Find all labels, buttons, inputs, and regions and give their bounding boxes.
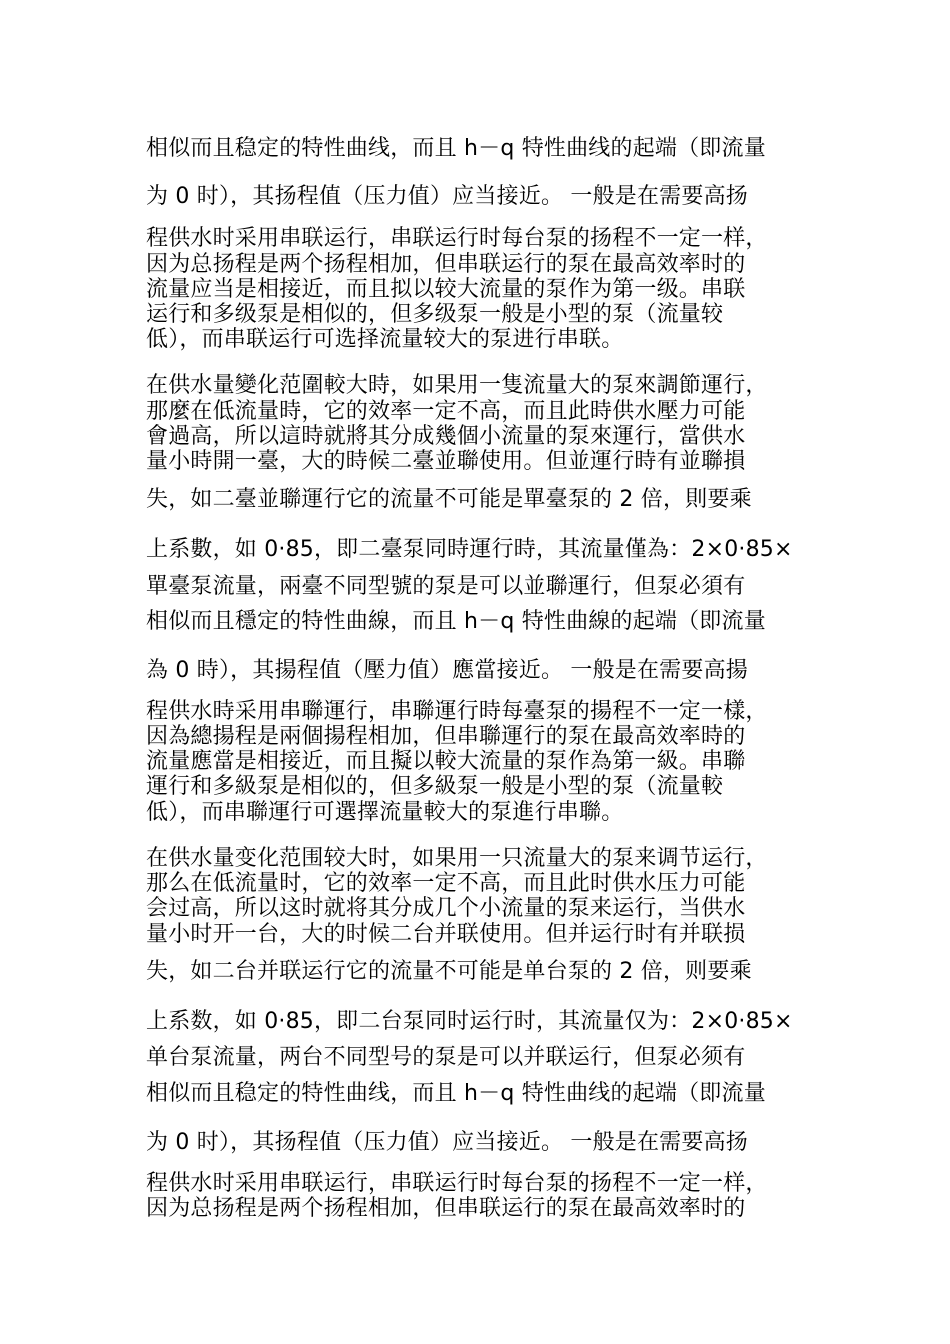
text-line: 程供水时采用串联运行，串联运行时每台泵的扬程不一定一样，	[146, 226, 768, 251]
text-line: 低），而串聯運行可選擇流量較大的泵進行串聯。	[146, 800, 624, 825]
text-line: 程供水時采用串聯運行，串聯運行時每臺泵的揚程不一定一樣，	[146, 699, 768, 724]
text-line: 流量應當是相接近，而且擬以較大流量的泵作為第一級。串聯	[146, 749, 746, 774]
text-line: 低），而串联运行可选择流量较大的泵进行串联。	[146, 327, 624, 352]
text-line: 程供水时采用串联运行，串联运行时每台泵的扬程不一定一样，	[146, 1171, 768, 1196]
text-line: 單臺泵流量，兩臺不同型號的泵是可以並聯運行，但泵必須有	[146, 574, 746, 599]
text-line: 在供水量变化范围较大时，如果用一只流量大的泵来调节运行，	[146, 846, 768, 871]
text-line: 為 0 時），其揚程值（壓力值）應當接近。 一般是在需要高揚	[146, 658, 748, 683]
text-line: 會過高，所以這時就將其分成幾個小流量的泵來運行，當供水	[146, 424, 746, 449]
text-line: 那麼在低流量時，它的效率一定不高，而且此時供水壓力可能	[146, 399, 746, 424]
text-line: 单台泵流量，两台不同型号的泵是可以并联运行，但泵必须有	[146, 1045, 746, 1070]
text-line: 会过高，所以这时就将其分成几个小流量的泵来运行，当供水	[146, 896, 746, 921]
text-line: 相似而且稳定的特性曲线，而且 h－q 特性曲线的起端（即流量	[146, 1081, 766, 1106]
text-line: 为 0 时），其扬程值（压力值）应当接近。 一般是在需要高扬	[146, 1130, 748, 1155]
text-line: 失，如二臺並聯運行它的流量不可能是單臺泵的 2 倍，則要乘	[146, 487, 752, 512]
text-line: 因為總揚程是兩個揚程相加，但串聯運行的泵在最高效率時的	[146, 724, 746, 749]
text-line: 量小时开一台，大的时候二台并联使用。但并运行时有并联损	[146, 922, 746, 947]
text-line: 在供水量變化范圍較大時，如果用一隻流量大的泵來調節運行，	[146, 373, 768, 398]
text-line: 为 0 时），其扬程值（压力值）应当接近。 一般是在需要高扬	[146, 184, 748, 209]
text-line: 上系數，如 0·85，即二臺泵同時運行時，其流量僅為：2×0·85×	[146, 537, 793, 562]
text-line: 流量应当是相接近，而且拟以较大流量的泵作为第一级。串联	[146, 277, 746, 302]
text-line: 相似而且稳定的特性曲线，而且 h－q 特性曲线的起端（即流量	[146, 136, 766, 161]
text-line: 量小時開一臺，大的時候二臺並聯使用。但並運行時有並聯損	[146, 449, 746, 474]
text-line: 那么在低流量时，它的效率一定不高，而且此时供水压力可能	[146, 871, 746, 896]
text-line: 因为总扬程是两个扬程相加，但串联运行的泵在最高效率时的	[146, 252, 746, 277]
text-line: 上系数，如 0·85，即二台泵同时运行时，其流量仅为：2×0·85×	[146, 1009, 793, 1034]
text-line: 运行和多级泵是相似的，但多级泵一般是小型的泵（流量较	[146, 302, 724, 327]
text-line: 運行和多級泵是相似的，但多級泵一般是小型的泵（流量較	[146, 774, 724, 799]
text-line: 因为总扬程是两个扬程相加，但串联运行的泵在最高效率时的	[146, 1196, 746, 1221]
text-line: 相似而且穩定的特性曲線，而且 h－q 特性曲線的起端（即流量	[146, 609, 766, 634]
text-line: 失，如二台并联运行它的流量不可能是单台泵的 2 倍，则要乘	[146, 959, 752, 984]
